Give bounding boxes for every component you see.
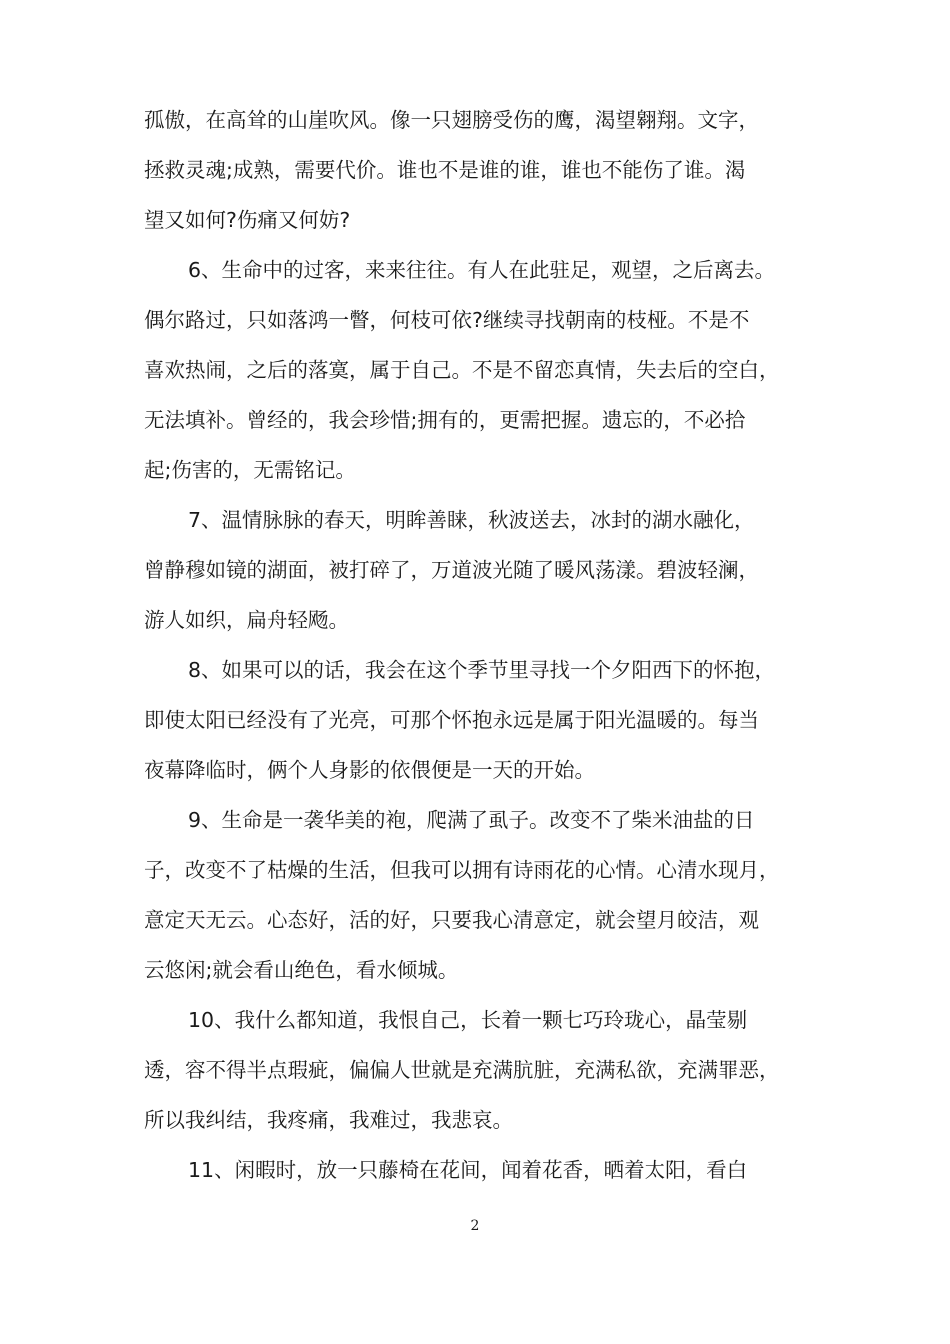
- text-line: 9、生命是一袭华美的袍，爬满了虱子。改变不了柴米油盐的日: [188, 808, 755, 832]
- text-line: 喜欢热闹，之后的落寞，属于自己。不是不留恋真情，失去后的空白，: [144, 358, 780, 382]
- text-line: 曾静穆如镜的湖面，被打碎了，万道波光随了暖风荡漾。碧波轻澜，: [144, 558, 759, 582]
- text-line: 望又如何?伤痛又何妨?: [144, 208, 351, 232]
- text-line: 无法填补。曾经的，我会珍惜;拥有的，更需把握。遗忘的，不必拾: [144, 408, 746, 432]
- text-line: 拯救灵魂;成熟，需要代价。谁也不是谁的谁，谁也不能伤了谁。渴: [144, 158, 746, 182]
- page-number: 2: [470, 1218, 480, 1234]
- text-line: 即使太阳已经没有了光亮，可那个怀抱永远是属于阳光温暖的。每当: [144, 708, 759, 732]
- text-line: 子，改变不了枯燥的生活，但我可以拥有诗雨花的心情。心清水现月，: [144, 858, 780, 882]
- text-line: 孤傲，在高耸的山崖吹风。像一只翅膀受伤的鹰，渴望翱翔。文字，: [144, 108, 759, 132]
- document-body: [144, 95, 824, 1195]
- text-line: 10、我什么都知道，我恨自己，长着一颗七巧玲珑心，晶莹剔: [188, 1008, 748, 1032]
- text-line: 游人如织，扁舟轻飏。: [144, 608, 349, 632]
- text-line: 11、闲暇时，放一只藤椅在花间，闻着花香，晒着太阳，看白: [188, 1158, 748, 1182]
- text-line: 云悠闲;就会看山绝色，看水倾城。: [144, 958, 459, 982]
- text-line: 起;伤害的，无需铭记。: [144, 458, 356, 482]
- text-line: 偶尔路过，只如落鸿一瞥，何枝可依?继续寻找朝南的枝桠。不是不: [144, 308, 750, 332]
- text-line: 7、温情脉脉的春天，明眸善睐，秋波送去，冰封的湖水融化，: [188, 508, 755, 532]
- text-line: 8、如果可以的话，我会在这个季节里寻找一个夕阳西下的怀抱，: [188, 658, 776, 682]
- text-line: 透，容不得半点瑕疵，偏偏人世就是充满肮脏，充满私欲，充满罪恶，: [144, 1058, 780, 1082]
- text-line: 6、生命中的过客，来来往往。有人在此驻足，观望，之后离去。: [188, 258, 776, 282]
- text-line: 夜幕降临时，俩个人身影的依偎便是一天的开始。: [144, 758, 595, 782]
- text-line: 所以我纠结，我疼痛，我难过，我悲哀。: [144, 1108, 513, 1132]
- text-line: 意定天无云。心态好，活的好，只要我心清意定，就会望月皎洁，观: [144, 908, 759, 932]
